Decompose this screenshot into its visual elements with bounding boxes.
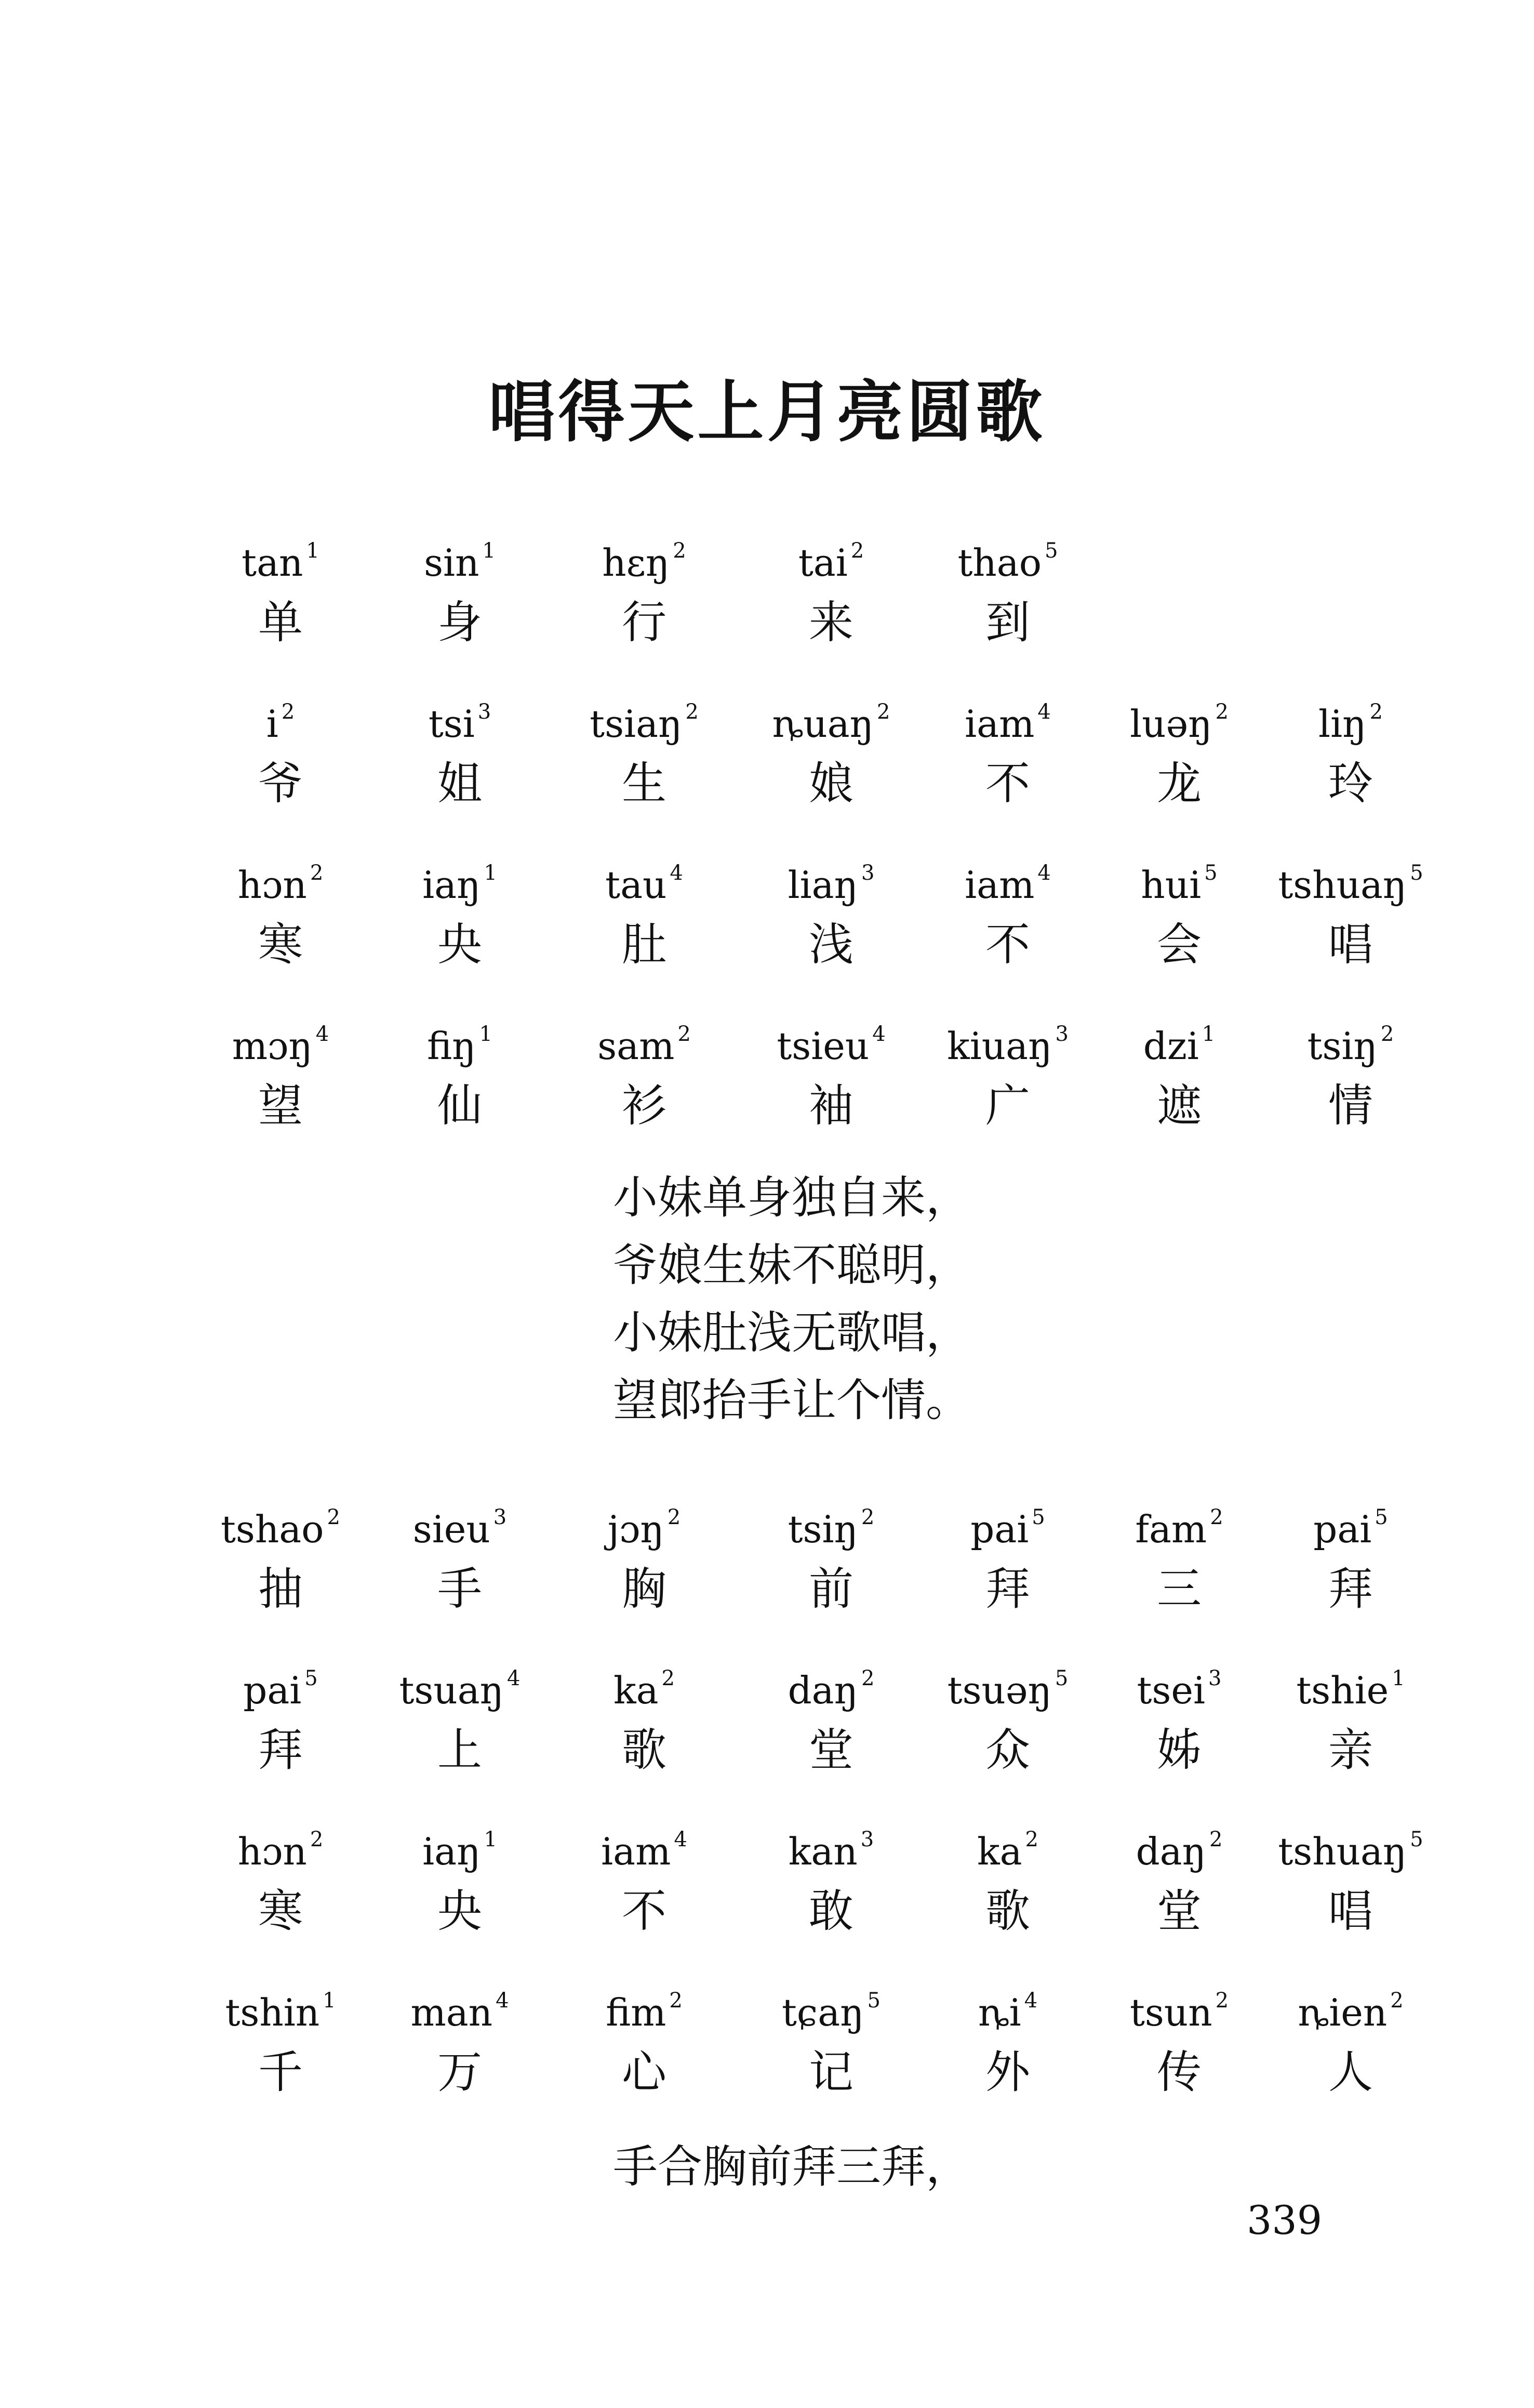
chinese-character: 姊 <box>1157 1724 1202 1776</box>
tone-number: 2 <box>877 700 890 724</box>
chinese-character: 袖 <box>809 1080 853 1132</box>
chinese-character: 上 <box>437 1724 482 1776</box>
chinese-character: 会 <box>1157 919 1202 971</box>
chinese-character: 望 <box>258 1080 303 1132</box>
romanization <box>371 1497 548 1549</box>
romanization-text: kiuaŋ <box>947 1024 1052 1068</box>
chinese-character: 唱 <box>1328 1885 1373 1937</box>
chinese-character: 龙 <box>1157 758 1202 810</box>
romanization-text: iaŋ <box>422 863 481 907</box>
chinese-character: 堂 <box>1157 1885 1202 1937</box>
romanization-text: i <box>266 702 278 746</box>
romanization <box>919 1658 1096 1710</box>
romanization-text: tsiaŋ <box>590 702 683 746</box>
translation-block <box>613 2133 970 2201</box>
romanization <box>192 852 369 907</box>
romanization-text: liaŋ <box>788 863 858 907</box>
line-group <box>0 1013 1534 1169</box>
romanization <box>1262 1013 1439 1068</box>
romanization-text: tsei <box>1137 1669 1206 1712</box>
tone-number: 2 <box>1210 1505 1223 1529</box>
chinese-character: 敢 <box>809 1885 853 1937</box>
romanization <box>371 691 548 746</box>
tone-number: 2 <box>685 700 699 724</box>
chinese-character: 众 <box>985 1724 1030 1776</box>
romanization <box>743 1819 919 1871</box>
romanization-text: tai <box>798 541 848 585</box>
chinese-character: 千 <box>258 2046 303 2098</box>
tone-number: 1 <box>484 861 497 885</box>
romanization <box>919 530 1096 585</box>
romanization <box>556 691 732 746</box>
tone-number: 1 <box>306 539 319 563</box>
romanization <box>556 852 732 907</box>
romanization <box>556 1497 732 1549</box>
romanization <box>743 1980 919 2032</box>
romanization <box>192 1013 369 1068</box>
chinese-character: 肚 <box>622 919 666 971</box>
chinese-character: 抽 <box>258 1563 303 1615</box>
romanization <box>919 852 1096 907</box>
romanization-text: tɕaŋ <box>781 1991 864 2034</box>
chinese-character: 衫 <box>622 1080 666 1132</box>
tone-number: 5 <box>1032 1505 1045 1529</box>
romanization-text: ȵien <box>1298 1991 1388 2034</box>
chinese-character: 央 <box>437 919 482 971</box>
tone-number: 4 <box>1037 700 1051 724</box>
chinese-character: 单 <box>258 597 303 649</box>
romanization <box>371 1658 548 1710</box>
chinese-character: 唱 <box>1328 919 1373 971</box>
chinese-character: 三 <box>1157 1563 1202 1615</box>
romanization <box>919 1013 1096 1068</box>
tone-number: 4 <box>674 1828 687 1851</box>
translation-line: 小妹肚浅无歌唱， <box>613 1307 970 1359</box>
romanization-text: liŋ <box>1318 702 1367 746</box>
chinese-character: 娘 <box>809 758 853 810</box>
tone-number: 5 <box>1410 1828 1423 1851</box>
romanization <box>192 1819 369 1871</box>
tone-number: 5 <box>1045 539 1058 563</box>
tone-number: 4 <box>496 1989 509 2013</box>
translation-line: 望郎抬手让个情。 <box>613 1374 970 1426</box>
chinese-character: 姐 <box>437 758 482 810</box>
romanization <box>1091 691 1268 746</box>
romanization-text: iam <box>965 702 1035 746</box>
romanization-text: tsieu <box>777 1024 870 1068</box>
romanization-text: ȵuaŋ <box>772 702 874 746</box>
chinese-character: 到 <box>985 597 1030 649</box>
romanization-text: hui <box>1141 863 1202 907</box>
tone-number: 3 <box>477 700 491 724</box>
chinese-character: 拜 <box>1328 1563 1373 1615</box>
romanization <box>556 1013 732 1068</box>
romanization-text: fam <box>1135 1507 1207 1551</box>
chinese-character: 亲 <box>1328 1724 1373 1776</box>
romanization-text: iam <box>601 1830 671 1873</box>
tone-number: 1 <box>1202 1022 1216 1046</box>
romanization-text: man <box>410 1991 493 2034</box>
chinese-character: 央 <box>437 1885 482 1937</box>
romanization-text: dzi <box>1143 1024 1199 1068</box>
chinese-character: 遮 <box>1157 1080 1202 1132</box>
tone-number: 2 <box>667 1505 681 1529</box>
chinese-character: 记 <box>809 2046 853 2098</box>
romanization <box>1262 1497 1439 1549</box>
tone-number: 2 <box>1025 1828 1038 1851</box>
tone-number: 1 <box>482 539 496 563</box>
romanization-text: tsun <box>1129 1991 1212 2034</box>
chinese-character: 万 <box>437 2046 482 2098</box>
romanization-text: tsuaŋ <box>399 1669 504 1712</box>
romanization-text: luəŋ <box>1130 702 1212 746</box>
romanization-text: tau <box>605 863 667 907</box>
romanization <box>1091 852 1268 907</box>
chinese-character: 情 <box>1328 1080 1373 1132</box>
romanization <box>192 1658 369 1710</box>
tone-number: 4 <box>1024 1989 1038 2013</box>
romanization-text: ka <box>613 1669 659 1712</box>
translation-line: 小妹单身独自来， <box>613 1172 970 1224</box>
romanization-text: tsiŋ <box>1307 1024 1378 1068</box>
tone-number: 2 <box>661 1666 675 1690</box>
romanization-text: ka <box>977 1830 1022 1873</box>
romanization-text: sin <box>424 541 479 585</box>
chinese-character: 传 <box>1157 2046 1202 2098</box>
romanization <box>371 1013 548 1068</box>
chinese-character: 人 <box>1328 2046 1373 2098</box>
romanization <box>743 852 919 907</box>
romanization <box>371 852 548 907</box>
chinese-character: 不 <box>985 758 1030 810</box>
chinese-character: 广 <box>985 1080 1030 1132</box>
romanization-text: kan <box>788 1830 858 1873</box>
tone-number: 2 <box>677 1022 691 1046</box>
line-group <box>0 1658 1534 1814</box>
romanization <box>556 1819 732 1871</box>
tone-number: 5 <box>1055 1666 1069 1690</box>
romanization-text: fim <box>606 1991 666 2034</box>
chinese-character: 寒 <box>258 919 303 971</box>
romanization <box>1262 1658 1439 1710</box>
chinese-character: 堂 <box>809 1724 853 1776</box>
tone-number: 2 <box>1209 1828 1223 1851</box>
romanization <box>743 1497 919 1549</box>
romanization-text: tsiŋ <box>788 1507 858 1551</box>
tone-number: 1 <box>1392 1666 1405 1690</box>
chinese-character: 不 <box>985 919 1030 971</box>
tone-number: 3 <box>860 1828 874 1851</box>
romanization-text: tshuaŋ <box>1278 1830 1407 1873</box>
romanization <box>1091 1658 1268 1710</box>
tone-number: 5 <box>1410 861 1423 885</box>
romanization-text: hɔn <box>237 863 307 907</box>
chinese-character: 前 <box>809 1563 853 1615</box>
romanization-text: ȵi <box>978 1991 1021 2034</box>
romanization-text: daŋ <box>1136 1830 1206 1873</box>
tone-number: 4 <box>670 861 683 885</box>
romanization-text: tshin <box>225 1991 320 2034</box>
romanization <box>192 530 369 585</box>
romanization <box>192 1980 369 2032</box>
chinese-character: 外 <box>985 2046 1030 2098</box>
chinese-character: 拜 <box>258 1724 303 1776</box>
page-title: 唱得天上月亮圆歌 <box>488 374 1046 451</box>
chinese-character: 歌 <box>985 1885 1030 1937</box>
romanization-text: mɔŋ <box>232 1024 313 1068</box>
tone-number: 2 <box>850 539 864 563</box>
tone-number: 5 <box>1375 1505 1388 1529</box>
romanization-text: tan <box>242 541 303 585</box>
romanization-text: jɔŋ <box>607 1507 664 1551</box>
tone-number: 2 <box>1215 700 1229 724</box>
romanization-text: tsuəŋ <box>947 1669 1052 1712</box>
tone-number: 2 <box>327 1505 340 1529</box>
romanization-text: fiŋ <box>427 1024 476 1068</box>
romanization <box>919 1819 1096 1871</box>
tone-number: 4 <box>315 1022 329 1046</box>
chinese-character: 生 <box>622 758 666 810</box>
romanization <box>1091 1980 1268 2032</box>
translation-line: 爷娘生妹不聪明， <box>613 1239 970 1291</box>
romanization <box>1262 691 1439 746</box>
romanization-text: daŋ <box>788 1669 858 1712</box>
tone-number: 3 <box>493 1505 507 1529</box>
chinese-character: 拜 <box>985 1563 1030 1615</box>
chinese-character: 心 <box>622 2046 666 2098</box>
romanization <box>919 691 1096 746</box>
chinese-character: 歌 <box>622 1724 666 1776</box>
tone-number: 1 <box>323 1989 336 2013</box>
tone-number: 1 <box>479 1022 492 1046</box>
romanization <box>556 1980 732 2032</box>
romanization-text: iam <box>965 863 1035 907</box>
romanization <box>556 530 732 585</box>
romanization-text: sam <box>597 1024 675 1068</box>
tone-number: 2 <box>1215 1989 1229 2013</box>
romanization-text: hɛŋ <box>602 541 670 585</box>
chinese-character: 来 <box>809 597 853 649</box>
line-group <box>0 691 1534 847</box>
tone-number: 2 <box>1390 1989 1404 2013</box>
romanization <box>1091 1819 1268 1871</box>
romanization-text: tsi <box>428 702 475 746</box>
chinese-character: 手 <box>437 1563 482 1615</box>
tone-number: 3 <box>861 861 875 885</box>
tone-number: 2 <box>669 1989 683 2013</box>
tone-number: 2 <box>310 1828 324 1851</box>
chinese-character: 胸 <box>622 1563 666 1615</box>
romanization-text: pai <box>243 1669 302 1712</box>
chinese-character: 浅 <box>809 919 853 971</box>
chinese-character: 不 <box>622 1885 666 1937</box>
translation-block <box>613 1164 970 1434</box>
tone-number: 3 <box>1055 1022 1069 1046</box>
romanization <box>1091 1013 1268 1068</box>
romanization <box>1262 1980 1439 2032</box>
romanization <box>919 1980 1096 2032</box>
romanization <box>192 1497 369 1549</box>
romanization <box>1262 852 1439 907</box>
tone-number: 2 <box>1369 700 1383 724</box>
romanization-text: tshie <box>1296 1669 1389 1712</box>
romanization <box>371 1980 548 2032</box>
chinese-character: 玲 <box>1328 758 1373 810</box>
tone-number: 1 <box>484 1828 497 1851</box>
romanization <box>743 1658 919 1710</box>
romanization <box>556 1658 732 1710</box>
tone-number: 4 <box>507 1666 521 1690</box>
romanization <box>743 691 919 746</box>
chinese-character: 行 <box>622 597 666 649</box>
romanization <box>1262 1819 1439 1871</box>
romanization-text: tshao <box>221 1507 324 1551</box>
tone-number: 2 <box>281 700 295 724</box>
chinese-character: 仙 <box>437 1080 482 1132</box>
line-group <box>0 1497 1534 1652</box>
tone-number: 5 <box>304 1666 318 1690</box>
romanization-text: pai <box>1313 1507 1372 1551</box>
line-group <box>0 1980 1534 2136</box>
line-group <box>0 852 1534 1008</box>
romanization <box>743 1013 919 1068</box>
tone-number: 2 <box>673 539 686 563</box>
chinese-character: 寒 <box>258 1885 303 1937</box>
line-group <box>0 530 1534 686</box>
line-group <box>0 1819 1534 1975</box>
romanization-text: tshuaŋ <box>1278 863 1407 907</box>
translation-line: 手合胸前拜三拜， <box>613 2141 970 2193</box>
romanization-text: sieu <box>412 1507 490 1551</box>
tone-number: 2 <box>861 1666 875 1690</box>
romanization-text: hɔn <box>237 1830 307 1873</box>
tone-number: 4 <box>1037 861 1051 885</box>
romanization <box>743 530 919 585</box>
romanization-text: pai <box>970 1507 1029 1551</box>
romanization <box>1091 1497 1268 1549</box>
romanization <box>371 530 548 585</box>
tone-number: 2 <box>310 861 324 885</box>
tone-number: 4 <box>872 1022 886 1046</box>
romanization <box>192 691 369 746</box>
tone-number: 5 <box>867 1989 881 2013</box>
tone-number: 5 <box>1204 861 1218 885</box>
tone-number: 3 <box>1208 1666 1222 1690</box>
chinese-character: 爷 <box>258 758 303 810</box>
chinese-character: 身 <box>437 597 482 649</box>
romanization <box>371 1819 548 1871</box>
tone-number: 2 <box>861 1505 875 1529</box>
romanization-text: iaŋ <box>422 1830 481 1873</box>
page-number: 339 <box>1247 2197 1323 2243</box>
romanization <box>919 1497 1096 1549</box>
romanization-text: thao <box>957 541 1042 585</box>
tone-number: 2 <box>1380 1022 1394 1046</box>
